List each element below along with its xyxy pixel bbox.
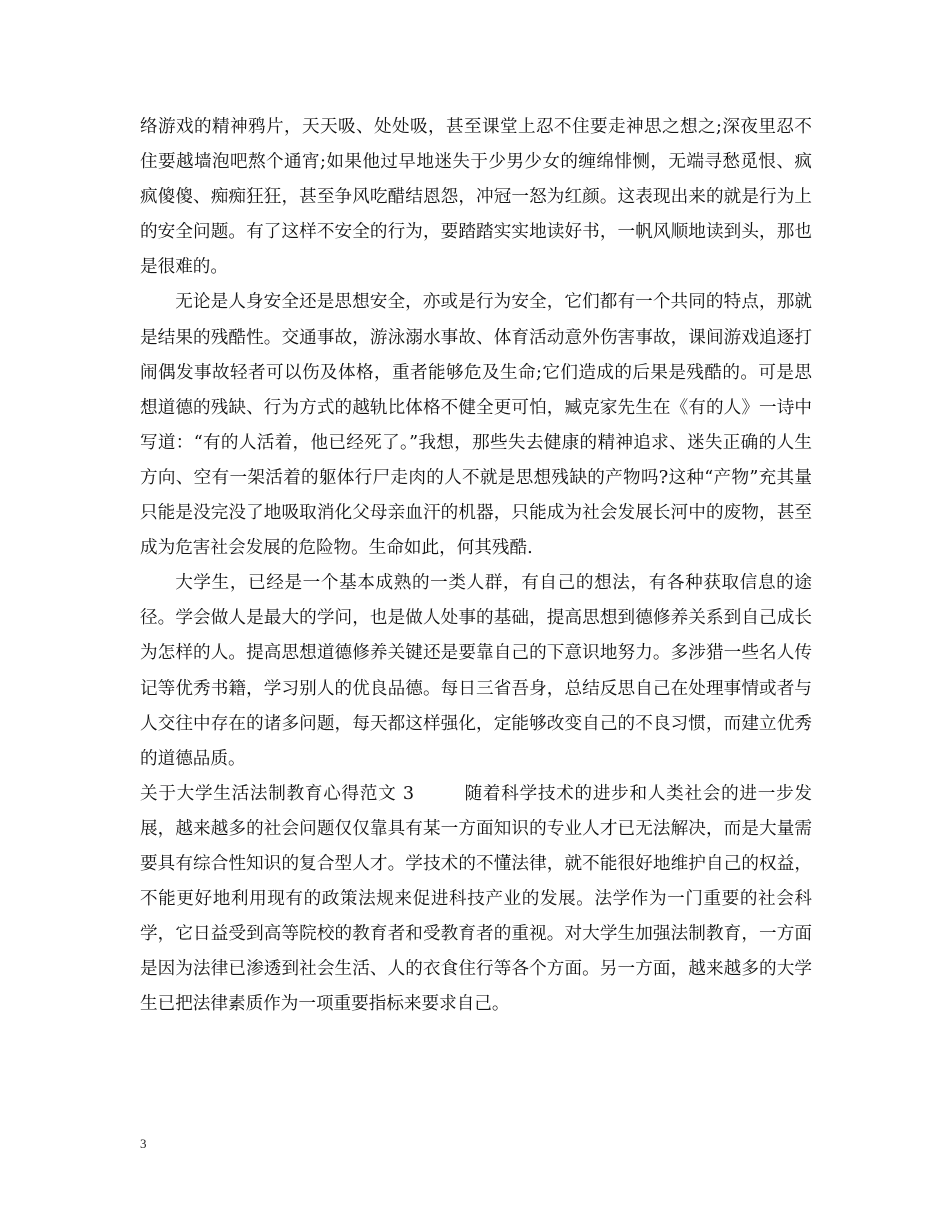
section-title: 关于大学生活法制教育心得范文 3 bbox=[140, 783, 415, 804]
section-body: 随着科学技术的进步和人类社会的进一步发展，越来越多的社会问题仅仅靠具有某一方面知识的专业人才已无法解决，而是大量需要具有综合性知识的复合型人才。学技术的不懂法律，就不能很好地维护自己的权益，不能更好地利用现有的政策法规来促进科技产业的发展。法学作为一门重要的社会科学，它日益受到高等院校的教育者和受教育者的重视。对大学生加强法制教育，一方面是因为法律已渗透到社会生活、人的衣食住行等各个方面。另一方面，越来越多的大学生已把法律素质作为一项重要指标来要求自己。 bbox=[140, 783, 812, 1015]
paragraph-moral-cultivation: 大学生，已经是一个基本成熟的一类人群，有自己的想法，有各种获取信息的途径。学会做人是最大的学问，也是做人处事的基础，提高思想到德修养关系到自己成长为怎样的人。提高思想道德修养关键还是要靠自己的下意识地努力。多涉猎一些名人传记等优秀书籍，学习别人的优良品德。每日三省吾身，总结反思自己在处理事情或者与人交往中存在的诸多问题，每天都这样强化，定能够改变自己的不良习惯，而建立优秀的道德品质。 bbox=[140, 573, 812, 769]
paragraph-safety-consequences: 无论是人身安全还是思想安全，亦或是行为安全，它们都有一个共同的特点，那就是结果的残酷性。交通事故，游泳溺水事故、体育活动意外伤害事故，课间游戏追逐打闹偶发事故轻者可以伤及体格，重者能够危及生命;它们造成的后果是残酷的。可是思想道德的残缺、行为方式的越轨比体格不健全更可怕，臧克家先生在《有的人》一诗中写道：“有的人活着，他已经死了。”我想，那些失去健康的精神追求、迷失正确的人生方向、空有一架活着的躯体行尸走肉的人不就是思想残缺的产物吗?这种“产物”充其量只能是没完没了地吸取消化父母亲血汗的机器，只能成为社会发展长河中的废物，甚至成为危害社会发展的危险物。生命如此，何其残酷. bbox=[140, 292, 812, 559]
section-paragraph bbox=[140, 777, 812, 1023]
document-page bbox=[140, 110, 812, 1022]
page-number: 3 bbox=[140, 1136, 147, 1151]
section-title-gap bbox=[414, 784, 465, 804]
paragraph-continued: 络游戏的精神鸦片，天天吸、处处吸，甚至课堂上忍不住要走神思之想之;深夜里忍不住要越墙泡吧熬个通宵;如果他过早地迷失于少男少女的缠绵悱恻，无端寻愁觅恨、疯疯傻傻、痴痴狂狂，甚至争风吃醋结恩怨，冲冠一怒为红颜。这表现出来的就是行为上的安全问题。有了这样不安全的行为，要踏踏实实地读好书，一帆风顺地读到头，那也是很难的。 bbox=[140, 117, 812, 278]
